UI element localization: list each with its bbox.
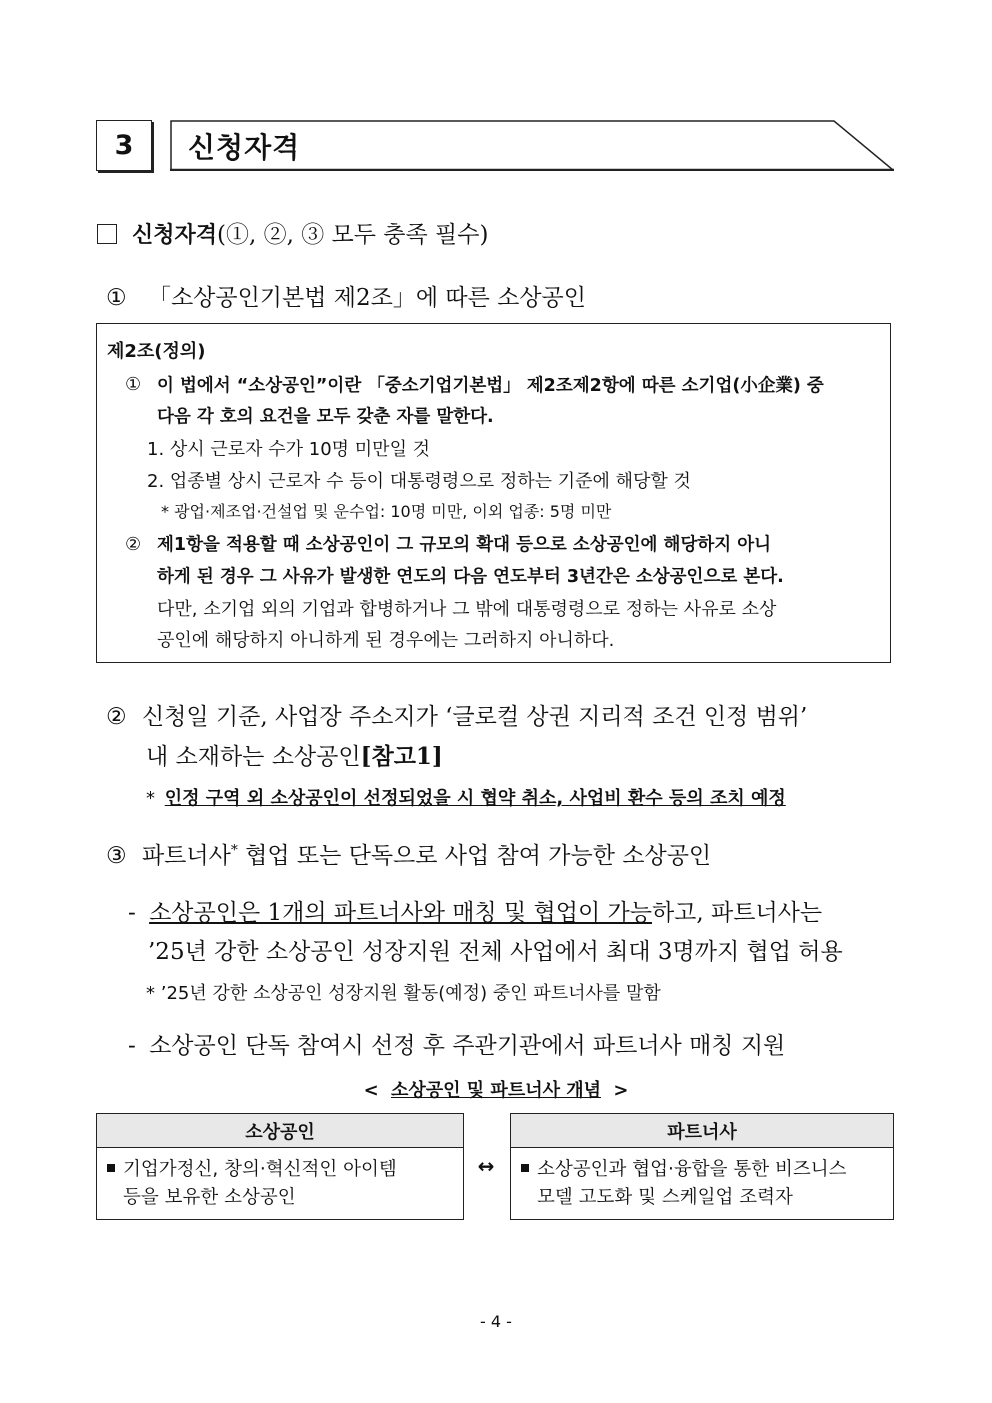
section-number-box: [96, 120, 152, 171]
item2-line1: [106, 698, 807, 731]
article-box: [96, 323, 891, 663]
item3-marker: ③: [106, 843, 127, 869]
double-arrow-icon: ↔: [477, 1154, 495, 1178]
para1-line1: 이 법에서 “소상공인”이란 「중소기업기본법」 제2조제2항에 따른 소기업(小企業) 중: [157, 376, 824, 396]
para2-line2: 하게 된 경우 그 사유가 발생한 연도의 다음 연도부터 3년간은 소상공인으로 본다.: [157, 567, 784, 587]
para2-marker: ②: [125, 534, 142, 555]
caption-right-bracket: >: [613, 1080, 629, 1101]
partner-line2: 모델 고도화 및 스케일업 조력자: [537, 1187, 793, 1208]
concept-table-partner: [510, 1113, 894, 1220]
requirement-condition: (①, ②, ③ 모두 충족 필수): [217, 222, 489, 248]
article-title: 제2조(정의): [107, 341, 206, 362]
item2-text2: 내 소재하는 소상공인: [146, 744, 361, 770]
bullet2-dash: -: [128, 1033, 136, 1059]
partner-header: 파트너사: [511, 1114, 893, 1148]
item2-text1: 신청일 기준, 사업장 주소지가 ‘글로컬 상권 지리적 조건 인정 범위’: [141, 704, 808, 730]
item1-text: 「소상공인기본법 제2조」에 따른 소상공인: [147, 285, 586, 311]
bullet-square-icon: [521, 1164, 529, 1172]
item3-bullet2: [128, 1027, 785, 1060]
page-number: - 4 -: [480, 1312, 512, 1331]
bullet1-rest: 하고, 파트너사는: [651, 900, 823, 926]
partner-body: [511, 1148, 893, 1212]
section-title: 신청자격: [188, 131, 301, 164]
requirement-label: 신청자격: [132, 223, 218, 248]
item3-bullet1-line1: [128, 894, 822, 927]
item3-text-b: 협업 또는 단독으로 사업 참여 가능한 소상공인: [237, 843, 712, 869]
checkbox-square-icon: [97, 224, 117, 244]
item1-marker: ①: [106, 285, 127, 311]
item3-text-a: 파트너사: [141, 843, 231, 869]
item3-sup: *: [230, 842, 238, 859]
bullet1-underlined: 소상공인은 1개의 파트너사와 매칭 및 협업이 가능: [149, 900, 652, 926]
concept-table-small-business: [96, 1113, 464, 1220]
section-title-box: [170, 120, 894, 171]
bullet1-dash: -: [128, 900, 136, 926]
bullet-square-icon: [107, 1164, 115, 1172]
para2-line3: 다만, 소기업 외의 기업과 합병하거나 그 밖에 대통령령으로 정하는 사유로 소상: [157, 599, 777, 620]
sub-item-1: 1. 상시 근로자 수가 10명 미만일 것: [147, 439, 431, 460]
item2-note-text: 인정 구역 외 소상공인이 선정되었을 시 협약 취소, 사업비 환수 등의 조치 예정: [164, 788, 786, 809]
item2-note: [146, 784, 786, 810]
item3-bullet1-line2: ’25년 강한 소상공인 성장지원 전체 사업에서 최대 3명까지 협업 허용: [148, 939, 843, 965]
item3-bullet1-note: * ’25년 강한 소상공인 성장지원 활동(예정) 중인 파트너사를 말함: [146, 983, 661, 1004]
requirement-heading: [132, 216, 488, 249]
small-business-body: [97, 1148, 463, 1212]
item3: [106, 837, 711, 870]
para1-marker: ①: [125, 374, 142, 395]
section-number: 3: [114, 130, 134, 161]
concept-caption: [0, 1076, 992, 1102]
partner-line1: 소상공인과 협업·융합을 통한 비즈니스: [537, 1159, 847, 1180]
sub-item-note: * 광업·제조업·건설업 및 운수업: 10명 미만, 이외 업종: 5명 미만: [161, 502, 612, 521]
caption-left-bracket: <: [363, 1080, 379, 1101]
reference-link: [참고1]: [360, 743, 443, 770]
small-business-header: 소상공인: [97, 1114, 463, 1148]
para1-line2: 다음 각 호의 요건을 모두 갖춘 자를 말한다.: [157, 407, 494, 427]
para2-line1: 제1항을 적용할 때 소상공인이 그 규모의 확대 등으로 소상공인에 해당하지 아니: [157, 535, 772, 555]
item2-marker: ②: [106, 704, 127, 730]
small-business-line1: 기업가정신, 창의·혁신적인 아이템: [123, 1159, 397, 1180]
item1: [106, 279, 586, 312]
bullet2-text: 소상공인 단독 참여시 선정 후 주관기관에서 파트너사 매칭 지원: [149, 1033, 786, 1059]
item2-line2: [146, 738, 443, 771]
small-business-line2: 등을 보유한 소상공인: [123, 1187, 296, 1208]
caption-text: 소상공인 및 파트너사 개념: [390, 1080, 602, 1101]
item2-note-star: *: [146, 788, 155, 809]
sub-item-2: 2. 업종별 상시 근로자 수 등이 대통령령으로 정하는 기준에 해당할 것: [147, 471, 691, 492]
para2-line4: 공인에 해당하지 아니하게 된 경우에는 그러하지 아니하다.: [157, 630, 615, 651]
